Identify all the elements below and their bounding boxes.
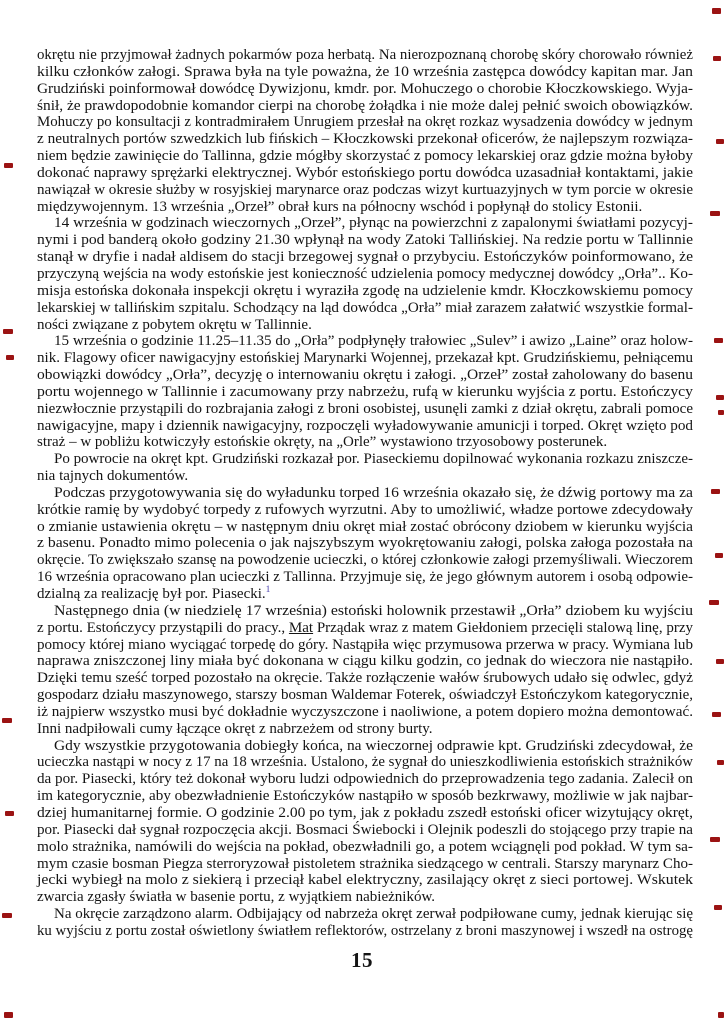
text-line: o zmianie ustawienia okrętu – w następnym dniu okręt miał zostać obrócony dziobem w kierunku wyjścia (37, 518, 693, 535)
text-line: dziej humanitarnej formie. O godzinie 2.00 po tym, jak z pokładu zszedł estoński oficer wizytujący okręt, (37, 804, 693, 821)
text-line: nawiązał w okresie służby w rosyjskiej marynarce oraz podczas wizyt kurtuazyjnych w tym porcie w okresie (37, 181, 693, 198)
scan-edge-mark (716, 659, 724, 664)
text-line: iż najpierw wszystko musi być dokładnie wyczyszczone i naoliwione, a potem dopiero można demontować. (37, 703, 693, 720)
text-line: jecki wybiegł na molo z siekierą i przeciął kabel elektryczny, zasilający okręt z sieci portowej. Wskutek (37, 872, 693, 889)
text-line: mym czasie bosman Piegza sterroryzował pistoletem strażnika siedzącego w centrali. Starszy marynarz Cho- (37, 855, 693, 872)
scan-edge-mark (716, 139, 724, 144)
scan-edge-mark (2, 718, 12, 723)
text-line: zwarcia zgasły światła w basenie portu, z wyjątkiem nabieżników. (37, 889, 436, 906)
text-line: nik. Flagowy oficer nawigacyjny estońskiej Marynarki Wojennej, przekazał kpt. Grudzińskiemu, pełniącemu (37, 350, 693, 367)
text-line: gospodarz działu maszynowego, starszy bosman Waldemar Foterek, oświadczył Estończykom kategorycznie, (37, 687, 693, 704)
text-line: z neutralnych portów szwedzkich lub fińskich – Kłoczkowski przekonał oficerów, że najlepszym rozwiąza- (37, 131, 694, 148)
text-line: ku wyjściu z portu został oświetlony światłem reflektorów, ostrzelany z broni maszynowej i wszedł na ostrogę (37, 922, 693, 939)
text-line: portu wojennego w Tallinnie i zacumowany przy nabrzeżu, rufą w kierunku wyjścia z portu. Estończycy (37, 383, 693, 400)
underlined-term: Mat (288, 619, 314, 636)
text-line: z portu. Estończycy przystąpili do pracy., Mat Prządak wraz z matem Giełdoniem przecięli stalową linę, przy (37, 619, 693, 636)
text-line: Na okręcie zarządzono alarm. Odbijający od nabrzeża okręt zerwał podpiłowane cumy, jednak kierując się (54, 906, 693, 923)
footnote-reference[interactable]: 1 (265, 585, 271, 595)
text-line: dzialną za realizację był por. Piasecki.$^1$ (37, 585, 271, 602)
text-line: okrętu nie przyjmował żadnych pokarmów poza herbatą. Na nierozpoznaną chorobę skóry chorowało również (37, 47, 693, 63)
text-line: Grudziński poinformował dowódcę Dywizjonu, kmdr. por. Mohuczego o chorobie Kłoczkowskiego. Wyja- (37, 80, 693, 97)
scan-edge-mark (714, 905, 722, 910)
text-line: Następnego dnia (w niedzielę 17 września) estoński holownik przestawił „Orła” dziobem ku wyjściu (54, 602, 693, 619)
text-line: im kategorycznie, aby obezwładnienie Estończyków nastąpiło w sposób bezkrwawy, możliwie w jak najbar- (37, 788, 693, 805)
scan-edge-mark (710, 837, 720, 842)
scan-edge-mark (716, 395, 724, 400)
scan-edge-mark (2, 913, 12, 918)
scan-edge-mark (5, 811, 14, 816)
scan-edge-mark (710, 211, 720, 216)
text-line: ucieczka nastąpi w nocy z 17 na 18 września. Ustalono, że sygnał do unieszkodliwienia estońskich strażników (37, 754, 693, 771)
scan-edge-mark (717, 760, 724, 765)
scan-edge-mark (714, 338, 723, 343)
text-line: Dzięki temu sześć torped pozostało na okręcie. Także rozłączenie wałów śrubowych udało się odwlec, gdyż (37, 670, 693, 687)
text-line: nia tajnych dokumentów. (37, 468, 189, 485)
body-text (37, 47, 693, 940)
text-line: misja estońska dokonała inspekcji okrętu i wyraziła zgodę na udzielenie kmdr. Kłoczkowskiemu pomocy (37, 282, 693, 299)
text-line: Gdy wszystkie przygotowania dobiegły końca, na wieczornej odprawie kpt. Grudziński zdecydował, że (54, 737, 693, 754)
scan-edge-mark (713, 56, 721, 61)
text-line: stanął w dryfie i nadał aldisem do stacji brzegowej sygnał o przybyciu. Estończyków poinformowano, że (37, 249, 693, 266)
text-line: nawigacyjne, mapy i dziennik nawigacyjny, rozpoczęli wyładowywanie amunicji i torped. Okręt wzięto pod (37, 417, 693, 434)
page-number: 15 (351, 948, 373, 972)
text-line: Inni nadpiłowali cumy łączące okręt z nabrzeżem od strony burty. (37, 720, 433, 737)
text-line: molo strażnika, namówili do wejścia na pokład, obezwładnili go, a potem wciągnęli pod pokład. W tym sa- (37, 838, 693, 855)
text-line: nymi i pod banderą około godziny 21.30 wpłynął na wody Zatoki Tallińskiej. Na redzie portu w Tallinnie (37, 232, 693, 249)
scan-edge-mark (4, 1012, 13, 1018)
scan-edge-mark (6, 355, 14, 360)
text-line: 15 września o godzinie 11.25–11.35 do „Orła” podpłynęły trałowiec „Sulev” i awizo „Laine” oraz holow- (54, 333, 693, 350)
text-line: 16 września opracowano plan ucieczki z Tallinna. Przyjmuje się, że jego głównym autorem i osobą odpowie- (37, 569, 693, 586)
scan-edge-mark (712, 712, 721, 717)
text-line: pomocy której miano wyciągać torpedę do góry. Nastąpiła więc przymusowa przerwa w pracy. Wymiana lub (37, 636, 693, 653)
scan-edge-mark (712, 8, 721, 14)
text-line: lekarskiej w tallińskim szpitalu. Schodzący na ląd dowódca „Orła” miał zarazem załatwić wszystkie formal- (37, 299, 693, 316)
scan-edge-mark (711, 489, 720, 494)
text-line: naprawa zniszczonej liny miała być dokonana w ciągu kilku godzin, co jednak do wieczora nie nastąpiło. (37, 653, 693, 670)
text-line: 14 września w godzinach wieczornych „Orzeł”, płynąc na powierzchni z zapalonymi światłami pozycyj- (54, 215, 693, 232)
text-line: da por. Piasecki, który też dokonał wyboru ludzi odpowiednich do przeprowadzenia tego zadania. Zalecił on (37, 771, 693, 788)
text-line: krótkie ramię by wydobyć torpedy z rufowych wyrzutni. Aby to umożliwić, władze portowe zdecydowały (37, 501, 693, 518)
text-line: przyczyną wejścia na wody estońskie jest konieczność udzielenia pomocy medycznej dowódcy „Orła”.. Ko- (37, 265, 693, 282)
text-line: niem będzie zawinięcie do Tallinna, gdzie mógłby skorzystać z pomocy lekarskiej oraz gdzie można byłoby (37, 148, 693, 165)
text-line: dokonać naprawy sprężarki elektrycznej. Wybór estońskiego portu dowódca uzasadniał kontaktami, jakie (37, 164, 693, 181)
scan-edge-mark (4, 163, 13, 168)
scan-edge-mark (715, 553, 723, 558)
text-line: śnił, że prawdopodobnie komandor cierpi na chorobę żołądka i nie może dalej pełnić swoich obowiązków. (37, 97, 693, 114)
text-line: Podczas przygotowywania się do wyładunku torped 16 września okazało się, że dźwig portowy ma za (54, 484, 693, 501)
text-line: por. Piasecki dał sygnał rozpoczęcia akcji. Bosmaci Świebocki i Olejnik podeszli do stojącego przy trapie na (37, 821, 693, 838)
scan-edge-mark (718, 410, 724, 415)
text-line: ności związane z pobytem okrętu w Tallinnie. (37, 316, 312, 333)
text-line: straż – w pobliżu kotwiczyły estońskie okręty, na „Orle” wystawiono trzyosobowy posterunek. (37, 434, 608, 451)
text-line: z basenu. Ponadto mimo polecenia o jak najszybszym wyokrętowaniu załogi, polska załoga pozostała na (37, 535, 693, 552)
scan-edge-mark (709, 600, 719, 605)
text-line: międzywojennym. 13 września „Orzeł” obrał kurs na północny wschód i popłynął do stolicy Estonii. (37, 198, 643, 215)
text-line: niezwłocznie przystąpili do rozbrajania załogi z broni osobistej, usunęli zamki z dział okrętu, zabrali pomoce (37, 400, 693, 417)
text-line: Po powrocie na okręt kpt. Grudziński rozkazał por. Piaseckiemu dopilnować wykonania rozkazu zniszcze- (54, 451, 693, 468)
text-line: Mohuczy po konsultacji z kontradmirałem Unrugiem przesłał na okręt rozkaz wysadzenia dowódcy w jednym (37, 114, 693, 131)
text-line: obowiązki dowódcy „Orła”, decyzję o internowaniu okrętu i załogi. „Orzeł” został zaholowany do basenu (37, 367, 693, 384)
scan-edge-mark (718, 1012, 724, 1018)
scan-edge-mark (3, 329, 13, 334)
text-line: okręcie. To zwiększało szansę na powodzenie ucieczki, o której członkowie załogi przemyśliwali. Wieczorem (37, 552, 693, 569)
text-line: kilku członków załogi. Sprawa była na tyle poważna, że 10 września zastępca dowódcy kapitan mar. Jan (37, 63, 694, 80)
